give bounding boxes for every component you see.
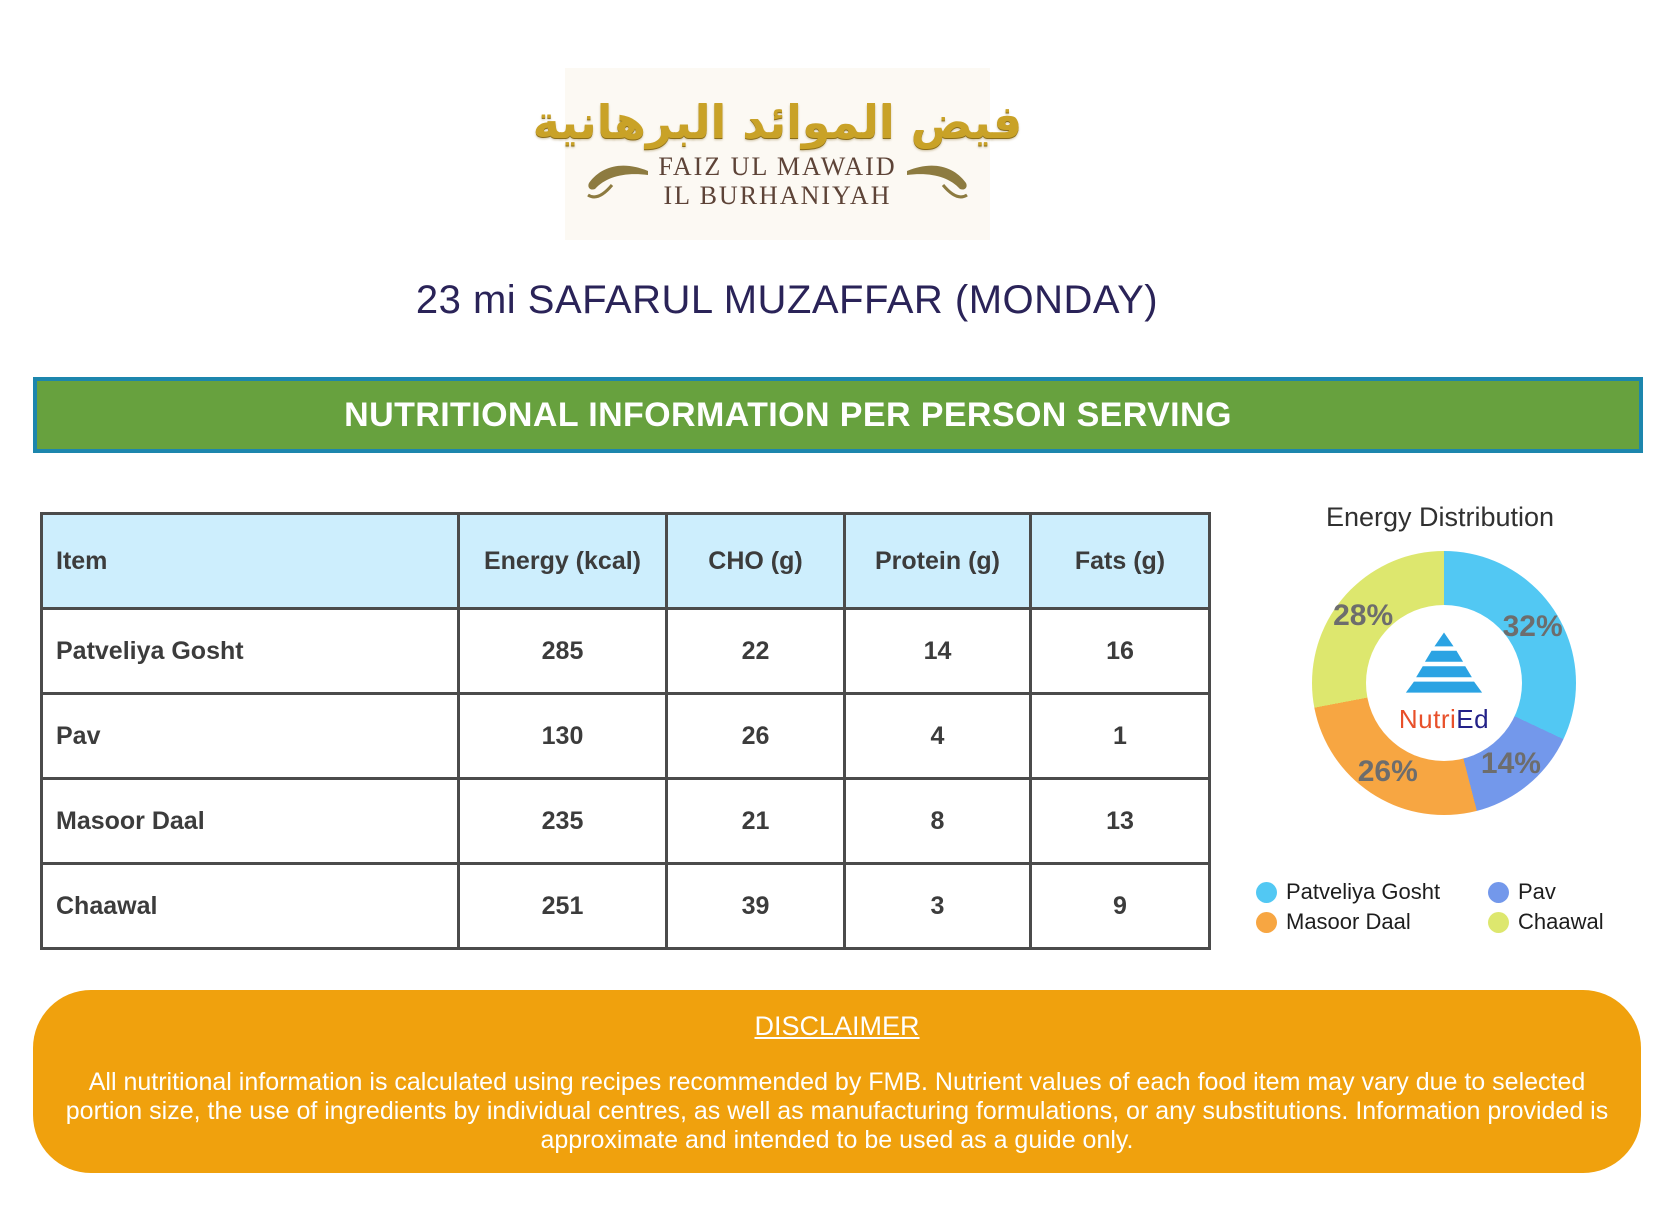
header-item: Item [42, 514, 459, 609]
cell-energy: 251 [459, 864, 667, 949]
section-banner [33, 377, 1643, 453]
cell-cho: 39 [667, 864, 845, 949]
header-cho: CHO (g) [667, 514, 845, 609]
disclaimer-body: All nutritional information is calculated using recipes recommended by FMB. Nutrient values of each food item may vary due to selected portion size, the use of ingredients by individual centres, as well as manufacturing formulations, or any substitutions. Information provided is approximate and intended to be used as a guide only. [65, 1068, 1609, 1154]
cell-item: Chaawal [42, 864, 459, 949]
logo-name-line1: FAIZ UL MAWAID [658, 152, 897, 182]
table-row [42, 864, 1210, 949]
legend-dot-patveliya-gosht [1256, 882, 1277, 903]
nutried-brand-part1: Nutri [1398, 703, 1457, 734]
legend-label: Masoor Daal [1286, 909, 1411, 934]
cell-fats: 9 [1031, 864, 1210, 949]
nutried-pyramid-icon [1400, 632, 1488, 701]
legend-label: Pav [1518, 879, 1556, 904]
energy-distribution-donut-chart [1312, 551, 1576, 815]
nutried-brand-part2: Ed [1456, 703, 1490, 734]
legend-dot-masoor-daal [1256, 912, 1277, 933]
nutrition-table [40, 512, 1211, 950]
donut-percent-1: 14% [1480, 746, 1541, 780]
logo-arabic-calligraphy: فيض الموائد البرهانية [532, 94, 1023, 149]
legend-item [1488, 909, 1604, 935]
table-row [42, 609, 1210, 694]
legend-dot-pav [1488, 882, 1509, 903]
legend-label: Chaawal [1518, 909, 1604, 934]
flourish-right-icon [905, 159, 969, 204]
legend-label: Patveliya Gosht [1286, 879, 1441, 904]
cell-protein: 4 [845, 694, 1031, 779]
cell-fats: 16 [1031, 609, 1210, 694]
cell-fats: 13 [1031, 779, 1210, 864]
legend-item [1256, 909, 1488, 935]
flourish-left-icon [586, 159, 650, 204]
cell-protein: 14 [845, 609, 1031, 694]
legend-dot-chaawal [1488, 912, 1509, 933]
header-energy: Energy (kcal) [459, 514, 667, 609]
logo-name [658, 152, 896, 210]
cell-cho: 26 [667, 694, 845, 779]
cell-cho: 22 [667, 609, 845, 694]
header-protein: Protein (g) [845, 514, 1031, 609]
table-header-row [42, 514, 1210, 609]
banner-title: NUTRITIONAL INFORMATION PER PERSON SERVING [344, 395, 1232, 434]
cell-protein: 8 [845, 779, 1031, 864]
cell-energy: 130 [459, 694, 667, 779]
donut-percent-0: 32% [1502, 609, 1563, 643]
cell-cho: 21 [667, 779, 845, 864]
cell-item: Patveliya Gosht [42, 609, 459, 694]
cell-energy: 235 [459, 779, 667, 864]
chart-legend [1256, 879, 1604, 935]
nutried-brand [1399, 704, 1489, 735]
disclaimer-title: DISCLAIMER [754, 1011, 920, 1041]
legend-item [1488, 879, 1604, 905]
cell-energy: 285 [459, 609, 667, 694]
disclaimer-box [33, 990, 1641, 1173]
header-fats: Fats (g) [1031, 514, 1210, 609]
cell-item: Pav [42, 694, 459, 779]
legend-item [1256, 879, 1488, 905]
cell-protein: 3 [845, 864, 1031, 949]
organization-logo [532, 68, 1023, 240]
table-row [42, 694, 1210, 779]
cell-item: Masoor Daal [42, 779, 459, 864]
donut-percent-3: 28% [1333, 599, 1394, 633]
table-row [42, 779, 1210, 864]
donut-percent-2: 26% [1357, 754, 1418, 788]
logo-name-line2: IL BURHANIYAH [663, 181, 892, 211]
page-title: 23 mi SAFARUL MUZAFFAR (MONDAY) [415, 278, 1159, 322]
cell-fats: 1 [1031, 694, 1210, 779]
chart-title: Energy Distribution [1325, 502, 1555, 532]
